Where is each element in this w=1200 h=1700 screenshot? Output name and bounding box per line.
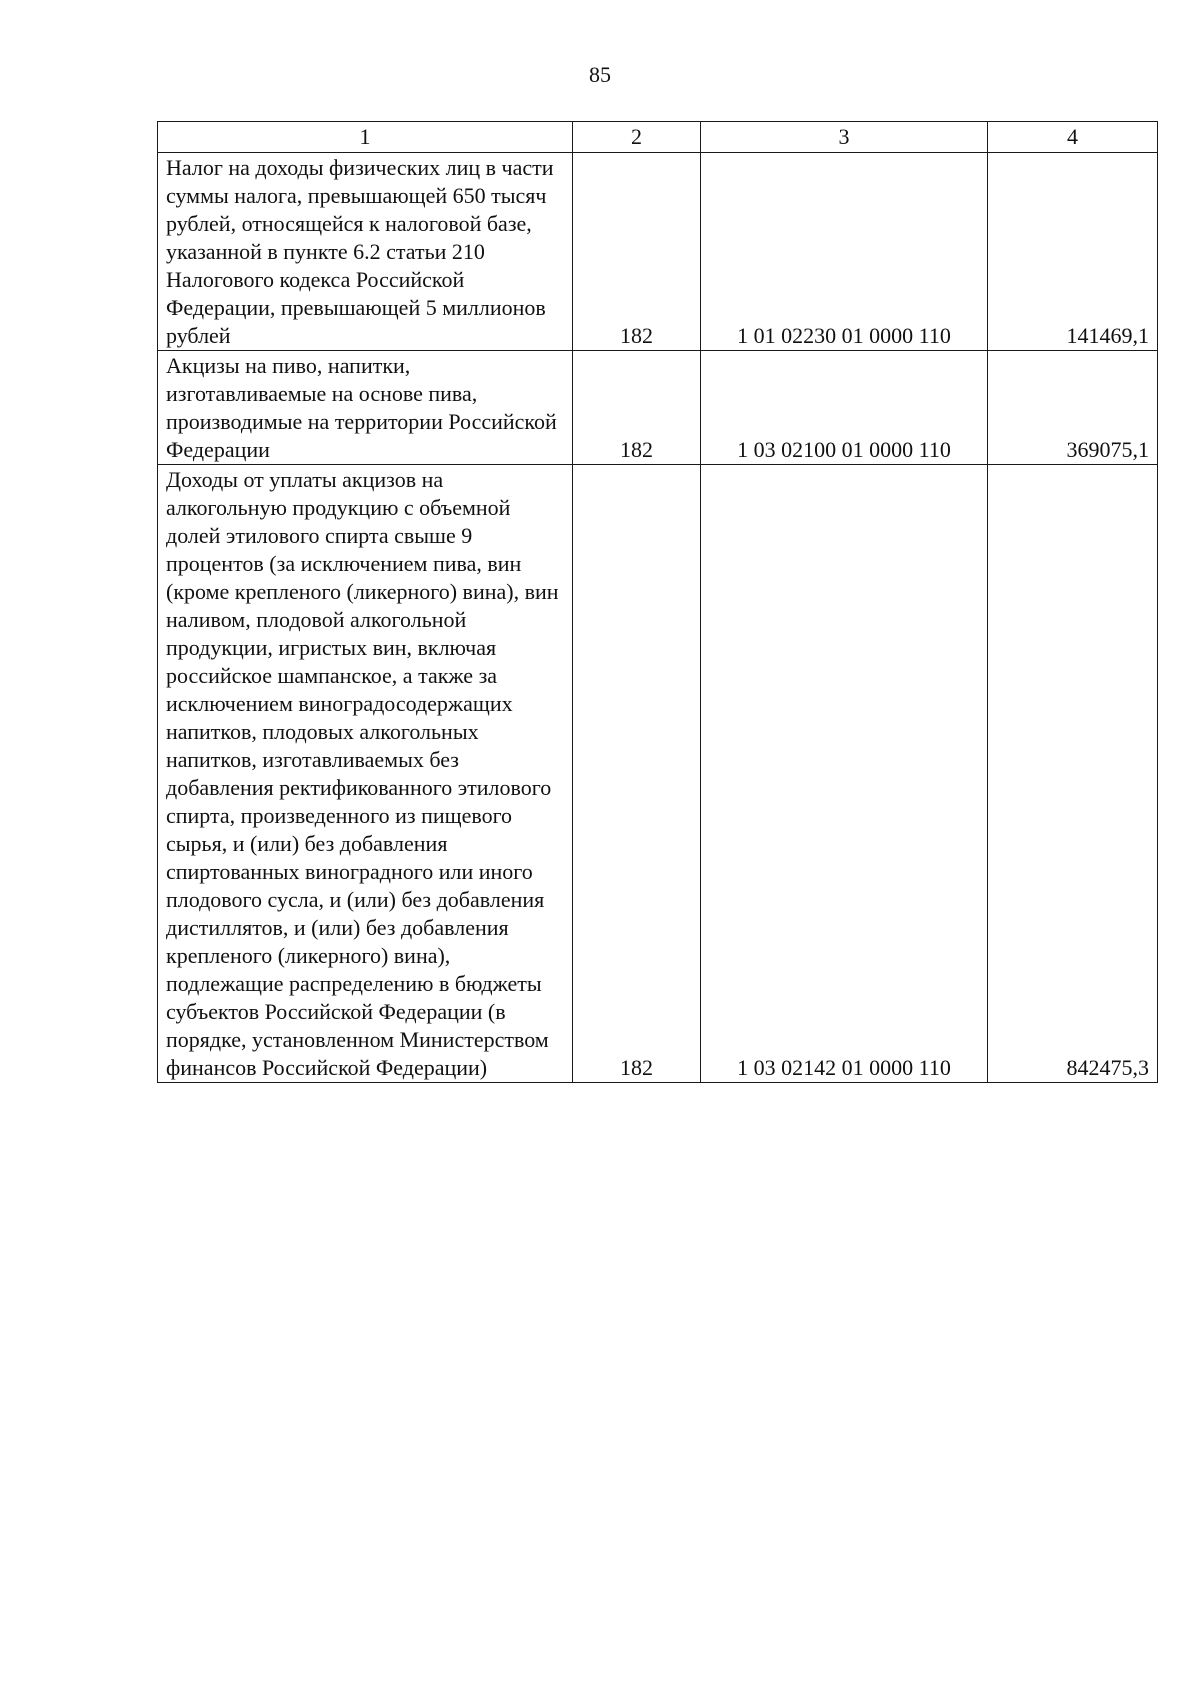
column-header-1: 1 [158,122,573,153]
admin-code: 182 [573,465,701,1083]
amount: 141469,1 [988,153,1158,351]
amount: 369075,1 [988,351,1158,465]
column-header-2: 2 [573,122,701,153]
budget-classification-code: 1 01 02230 01 0000 110 [701,153,988,351]
revenue-name: Доходы от уплаты акцизов на алкогольную продукцию с объемной долей этилового спирта свыше 9 процентов (за исключением пива, вин (кроме крепленого (ликерного) вина), вин наливом, плодовой алкогольной продукции, игристых вин, включая российское шампанское, а также за исключением виноградосодержащих напитков, плодовых алкогольных напитков, изготавливаемых без добавления ректификованного этилового спирта, произведенного из пищевого сырья, и (или) без добавления спиртованных виноградного или иного плодового сусла, и (или) без добавления дистиллятов, и (или) без добавления крепленого (ликерного) вина), подлежащие распределению в бюджеты субъектов Российской Федерации (в порядке, установленном Министерством финансов Российской Федерации) [158,465,573,1083]
column-header-4: 4 [988,122,1158,153]
budget-classification-code: 1 03 02142 01 0000 110 [701,465,988,1083]
column-header-3: 3 [701,122,988,153]
table-row [158,465,1158,1083]
header-row [158,122,1158,153]
revenue-name: Акцизы на пиво, напитки, изготавливаемые на основе пива, производимые на территории Российской Федерации [158,351,573,465]
amount: 842475,3 [988,465,1158,1083]
table-row [158,351,1158,465]
budget-classification-code: 1 03 02100 01 0000 110 [701,351,988,465]
admin-code: 182 [573,351,701,465]
revenue-table [157,121,1158,1083]
revenue-name: Налог на доходы физических лиц в части суммы налога, превышающей 650 тысяч рублей, относящейся к налоговой базе, указанной в пункте 6.2 статьи 210 Налогового кодекса Российской Федерации, превышающей 5 миллионов рублей [158,153,573,351]
page-number: 85 [589,62,611,87]
admin-code: 182 [573,153,701,351]
table-row [158,153,1158,351]
